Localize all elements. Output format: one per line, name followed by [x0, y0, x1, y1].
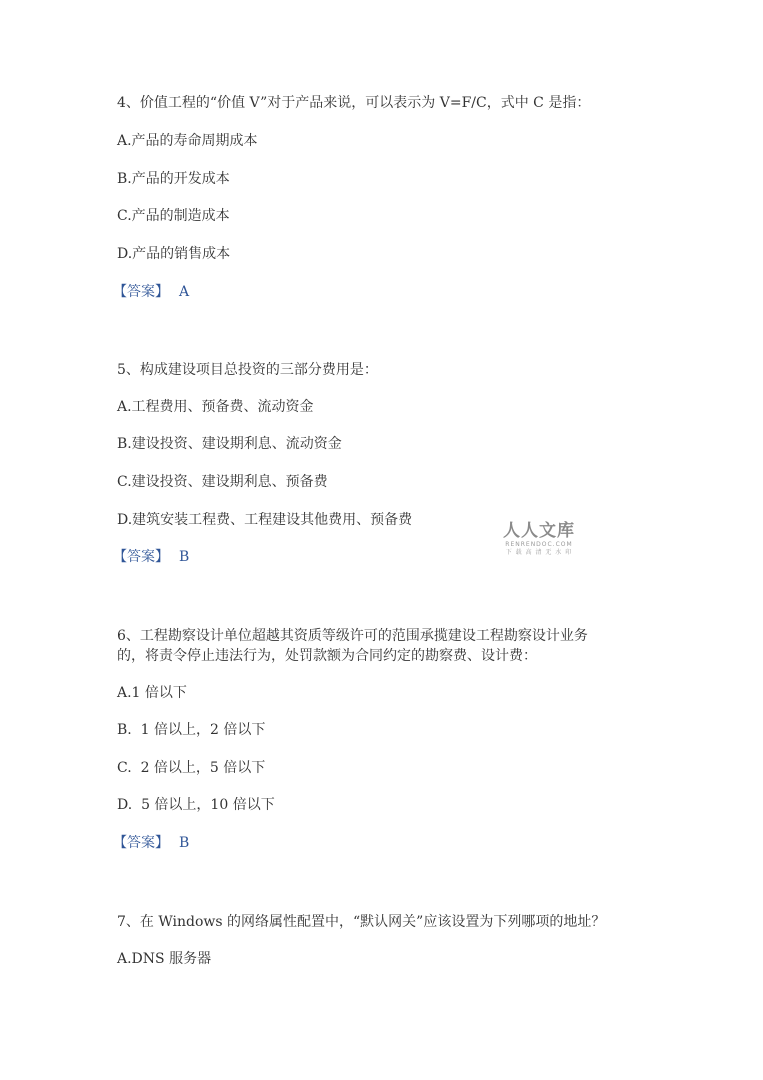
q4-option-a: A.产品的寿命周期成本: [117, 133, 258, 149]
q5-option-c: C.建设投资、建设期利息、预备费: [117, 474, 328, 490]
q4-option-d: D.产品的销售成本: [117, 246, 231, 262]
question-7-stem: 7、在 Windows 的网络属性配置中，“默认网关”应该设置为下列哪项的地址？: [117, 914, 606, 930]
question-6-stem-line1: 6、工程勘察设计单位超越其资质等级许可的范围承揽建设工程勘察设计业务: [117, 628, 588, 644]
q5-option-a: A.工程费用、预备费、流动资金: [117, 399, 314, 415]
watermark-logo: [494, 521, 584, 557]
answer-value: B: [179, 549, 190, 565]
q4-option-b: B.产品的开发成本: [117, 171, 230, 187]
watermark-title: 人人文库: [503, 521, 575, 541]
watermark-tagline: 下 载 高 清 无 水 印: [505, 549, 573, 556]
q5-answer: [113, 547, 189, 567]
answer-label: 【答案】: [113, 835, 169, 851]
answer-label: 【答案】: [113, 549, 169, 565]
q5-option-d: D.建筑安装工程费、工程建设其他费用、预备费: [117, 512, 413, 528]
q7-option-a: A.DNS 服务器: [117, 951, 212, 967]
answer-value: B: [179, 835, 190, 851]
q5-option-b: B.建设投资、建设期利息、流动资金: [117, 436, 342, 452]
q6-answer: [113, 833, 189, 853]
question-5-stem: 5、构成建设项目总投资的三部分费用是：: [117, 362, 378, 378]
question-6-stem-line2: 的，将责令停止违法行为，处罚款额为合同约定的勘察费、设计费：: [117, 648, 537, 664]
answer-value: A: [179, 284, 190, 300]
q6-option-c: C. 2 倍以上，5 倍以下: [117, 760, 266, 776]
q4-option-c: C.产品的制造成本: [117, 208, 230, 224]
q6-option-a: A.1 倍以下: [117, 685, 187, 701]
question-4-stem: 4、价值工程的“价值 V”对于产品来说，可以表示为 V=F/C，式中 C 是指：: [117, 95, 591, 111]
q4-answer: [113, 282, 189, 302]
answer-label: 【答案】: [113, 284, 169, 300]
watermark-url: RENRENDOC.COM: [505, 541, 573, 548]
q6-option-b: B. 1 倍以上，2 倍以下: [117, 722, 266, 738]
q6-option-d: D. 5 倍以上，10 倍以下: [117, 797, 275, 813]
